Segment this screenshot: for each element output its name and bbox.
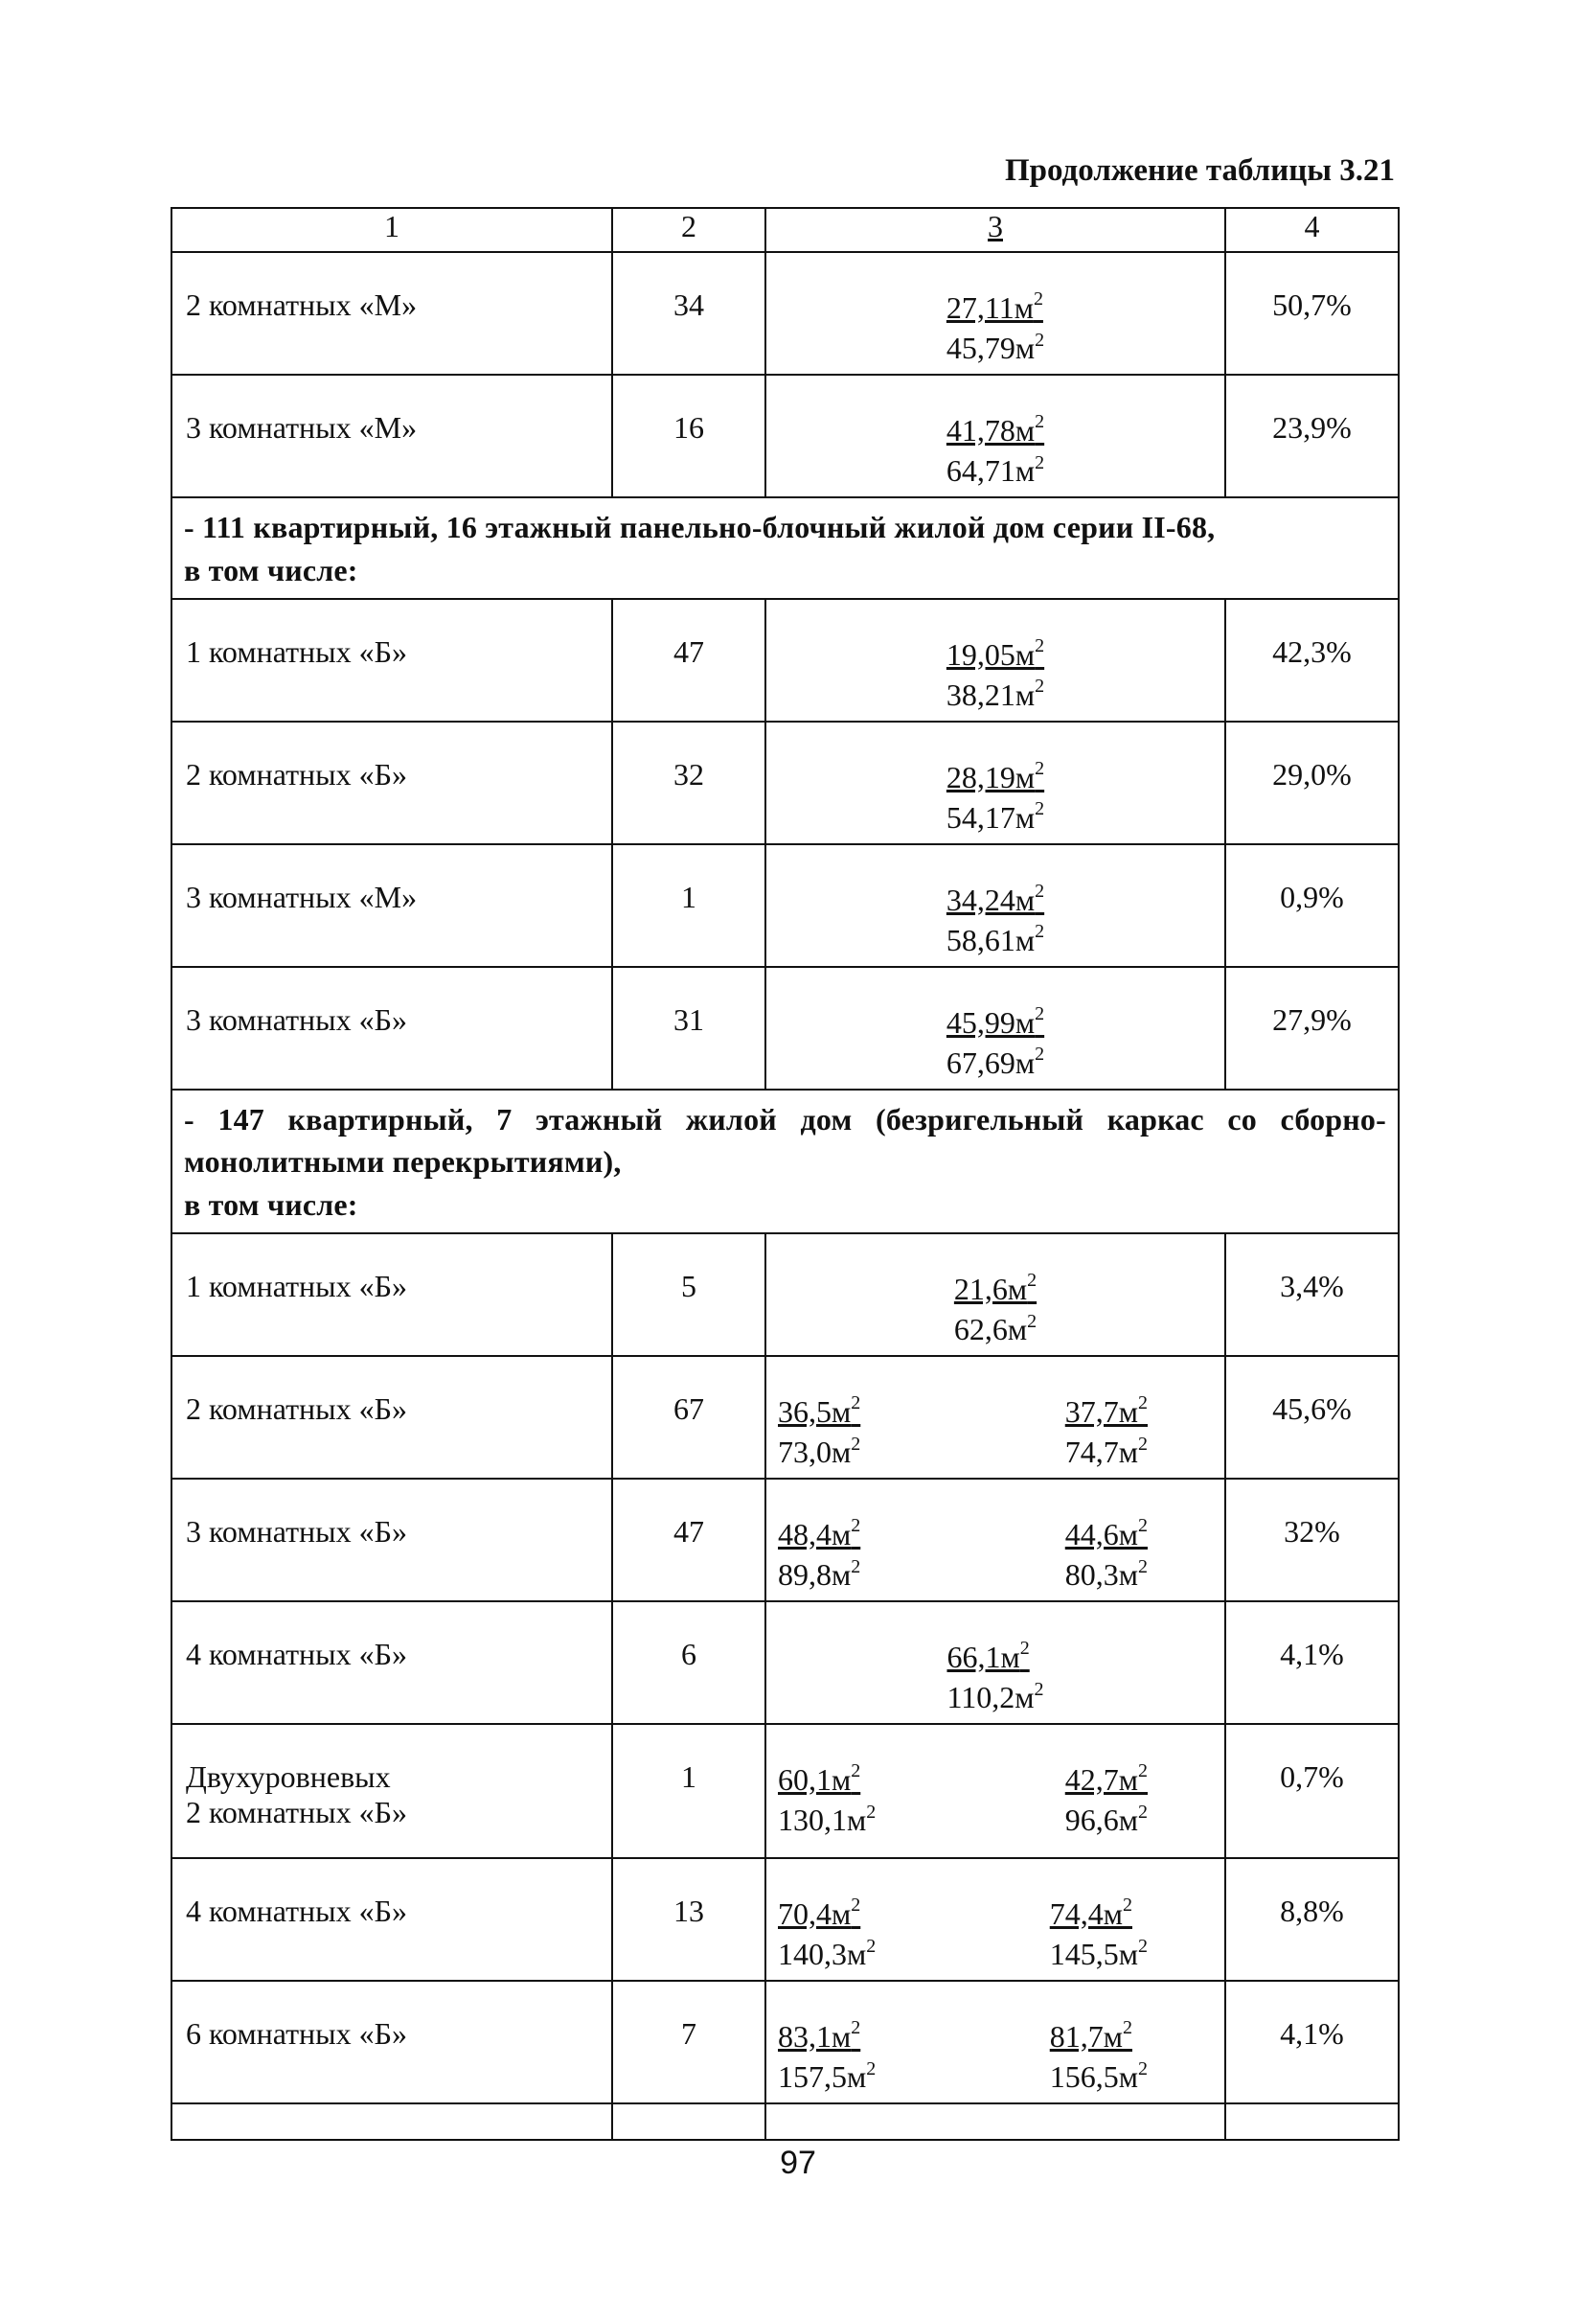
living-area-value: 48,4м xyxy=(778,1516,852,1551)
total-area-value: 110,2м xyxy=(946,1680,1035,1715)
living-area: $45,99м^2$ xyxy=(946,1002,1045,1040)
area-fraction xyxy=(946,1002,1044,1083)
total-area-value: 89,8м xyxy=(778,1557,852,1593)
area-fraction xyxy=(778,1514,860,1595)
total-area-value: 62,6м xyxy=(953,1312,1028,1347)
total-area: $38,21м^2$ xyxy=(946,676,1045,712)
living-area: $83,1м^2$ xyxy=(778,2017,861,2054)
apartment-count: 67 xyxy=(612,1356,765,1479)
area-cell xyxy=(765,1233,1225,1356)
living-area: $81,7м^2$ xyxy=(1049,2017,1132,2054)
area-cell xyxy=(765,1356,1225,1479)
apartment-type-line: 2 комнатных «Б» xyxy=(186,756,408,792)
area-fraction xyxy=(1050,2016,1148,2097)
living-area-value: 74,4м xyxy=(1049,1895,1123,1931)
table-row xyxy=(171,252,1399,375)
header-cell-3: 3 xyxy=(765,208,1225,252)
area-cell xyxy=(765,1601,1225,1724)
total-area-value: 80,3м xyxy=(1064,1557,1138,1593)
area-values xyxy=(766,880,1224,960)
total-area: $157,5м^2$ xyxy=(778,2057,877,2095)
share-percent: 4,1% xyxy=(1225,1981,1399,2103)
apartment-count: 31 xyxy=(612,967,765,1090)
area-fraction xyxy=(1065,1514,1148,1595)
header-cell-4: 4 xyxy=(1225,208,1399,252)
apartment-count: 16 xyxy=(612,375,765,497)
table-row xyxy=(171,1724,1399,1858)
apartment-type xyxy=(171,722,612,844)
area-values xyxy=(766,1002,1224,1083)
section-line: в том числе: xyxy=(184,552,358,587)
apartment-count: 34 xyxy=(612,252,765,375)
apartment-type-line: 4 комнатных «Б» xyxy=(186,1893,408,1928)
apartment-count: 47 xyxy=(612,599,765,722)
area-fraction xyxy=(946,757,1044,838)
table-row xyxy=(171,599,1399,722)
living-area: $27,11м^2$ xyxy=(946,288,1043,325)
table-row xyxy=(171,967,1399,1090)
table-row xyxy=(171,1479,1399,1601)
area-fraction xyxy=(1050,1894,1148,1974)
table-row xyxy=(171,1356,1399,1479)
apartment-type xyxy=(171,1479,612,1601)
total-area: $62,6м^2$ xyxy=(953,1310,1037,1347)
apartment-type xyxy=(171,375,612,497)
share-percent: 8,8% xyxy=(1225,1858,1399,1981)
total-area: $130,1м^2$ xyxy=(778,1801,877,1838)
table-caption: Продолжение таблицы 3.21 xyxy=(1004,153,1395,188)
apartment-type-line: 2 комнатных «М» xyxy=(186,287,418,322)
area-cell xyxy=(765,1724,1225,1858)
apartment-type-line: 6 комнатных «Б» xyxy=(186,2015,408,2051)
area-cell xyxy=(765,599,1225,722)
section-row xyxy=(171,1090,1399,1233)
total-area: $74,7м^2$ xyxy=(1064,1433,1148,1470)
table-row xyxy=(171,844,1399,967)
living-area: $44,6м^2$ xyxy=(1064,1515,1148,1551)
total-area: $140,3м^2$ xyxy=(778,1935,877,1972)
total-area-value: 58,61м xyxy=(946,922,1036,957)
area-fraction xyxy=(778,1759,876,1840)
total-area: $58,61м^2$ xyxy=(946,921,1045,957)
living-area-value: 41,78м xyxy=(946,413,1036,448)
page-number: 97 xyxy=(780,2145,816,2181)
area-values xyxy=(766,1514,1224,1595)
total-area-value: 64,71м xyxy=(946,453,1036,489)
area-cell xyxy=(765,1858,1225,1981)
share-percent: 42,3% xyxy=(1225,599,1399,722)
area-values xyxy=(766,1269,1224,1349)
area-fraction xyxy=(946,410,1044,491)
section-line: - 111 квартирный, 16 этажный панельно-блочный жилой дом серии II-68, xyxy=(184,510,1216,544)
area-fraction xyxy=(778,1391,860,1472)
total-area: $145,5м^2$ xyxy=(1049,1935,1148,1972)
apartment-count: 47 xyxy=(612,1479,765,1601)
header-row xyxy=(171,208,1399,252)
table-continuation xyxy=(171,2103,1399,2140)
apartment-count: 32 xyxy=(612,722,765,844)
apartment-count: 7 xyxy=(612,1981,765,2103)
area-fraction xyxy=(946,287,1044,368)
apartment-type xyxy=(171,1981,612,2103)
living-area-value: 27,11м xyxy=(946,290,1034,325)
total-area-value: 145,5м xyxy=(1049,1937,1138,1972)
apartment-type xyxy=(171,1356,612,1479)
total-area-value: 45,79м xyxy=(946,331,1036,366)
total-area: $54,17м^2$ xyxy=(946,798,1045,835)
living-area-value: 66,1м xyxy=(946,1639,1020,1674)
total-area-value: 157,5м xyxy=(778,2059,867,2095)
apartment-count: 1 xyxy=(612,1724,765,1858)
living-area-value: 36,5м xyxy=(778,1393,852,1429)
total-area-value: 130,1м xyxy=(778,1803,867,1838)
area-fraction xyxy=(946,634,1044,715)
share-percent: 45,6% xyxy=(1225,1356,1399,1479)
living-area-value: 42,7м xyxy=(1064,1761,1138,1797)
living-area-value: 21,6м xyxy=(953,1271,1028,1306)
apartment-type xyxy=(171,599,612,722)
area-fraction xyxy=(778,1894,876,1974)
total-area: $67,69м^2$ xyxy=(946,1044,1045,1080)
living-area: $36,5м^2$ xyxy=(778,1392,861,1429)
living-area: $74,4м^2$ xyxy=(1049,1895,1132,1931)
area-cell xyxy=(765,1981,1225,2103)
continuation-cell xyxy=(612,2103,765,2140)
total-area: $73,0м^2$ xyxy=(778,1433,861,1470)
apartment-type-line: 3 комнатных «Б» xyxy=(186,1001,408,1037)
apartment-type-line: 1 комнатных «Б» xyxy=(186,1268,408,1303)
share-percent: 27,9% xyxy=(1225,967,1399,1090)
living-area: $19,05м^2$ xyxy=(946,634,1045,672)
total-area: $89,8м^2$ xyxy=(778,1555,861,1593)
area-cell xyxy=(765,375,1225,497)
table-row xyxy=(171,375,1399,497)
section-title xyxy=(171,497,1399,599)
living-area-value: 19,05м xyxy=(946,636,1036,672)
living-area: $70,4м^2$ xyxy=(778,1895,861,1931)
apartment-type xyxy=(171,967,612,1090)
total-area: $64,71м^2$ xyxy=(946,451,1045,489)
area-fraction xyxy=(778,2016,876,2097)
area-fraction xyxy=(1065,1759,1148,1840)
total-area-value: 74,7м xyxy=(1064,1435,1138,1470)
share-percent: 0,7% xyxy=(1225,1724,1399,1858)
table-row xyxy=(171,1601,1399,1724)
living-area: $34,24м^2$ xyxy=(946,880,1045,917)
header-cell-2: 2 xyxy=(612,208,765,252)
apartment-type-line: Двухуровневых xyxy=(186,1758,391,1794)
apartment-type xyxy=(171,1601,612,1724)
living-area: $21,6м^2$ xyxy=(953,1270,1037,1306)
apartment-type-line: 3 комнатных «Б» xyxy=(186,1513,408,1549)
area-values xyxy=(766,287,1224,368)
table-row xyxy=(171,1981,1399,2103)
area-fraction xyxy=(1065,1391,1148,1472)
living-area-value: 45,99м xyxy=(946,1004,1036,1040)
continuation-cell xyxy=(171,2103,612,2140)
section-row xyxy=(171,497,1399,599)
living-area-value: 44,6м xyxy=(1064,1516,1138,1551)
apartment-type-line: 3 комнатных «М» xyxy=(186,410,418,445)
area-cell xyxy=(765,1479,1225,1601)
living-area-value: 83,1м xyxy=(778,2018,852,2054)
living-area-value: 37,7м xyxy=(1064,1393,1138,1429)
share-percent: 3,4% xyxy=(1225,1233,1399,1356)
living-area: $66,1м^2$ xyxy=(946,1638,1030,1674)
apartments-table xyxy=(171,207,1400,2141)
total-area-value: 156,5м xyxy=(1049,2059,1138,2095)
area-fraction xyxy=(946,1637,1043,1717)
living-area: $28,19м^2$ xyxy=(946,757,1045,794)
total-area-value: 54,17м xyxy=(946,799,1036,835)
apartment-count: 5 xyxy=(612,1233,765,1356)
total-area-value: 140,3м xyxy=(778,1937,867,1972)
apartment-type-line: 2 комнатных «Б» xyxy=(186,1794,408,1829)
apartment-type xyxy=(171,252,612,375)
area-fraction xyxy=(946,880,1044,960)
share-percent: 23,9% xyxy=(1225,375,1399,497)
table-row xyxy=(171,722,1399,844)
area-fraction xyxy=(954,1269,1037,1349)
apartment-type xyxy=(171,1724,612,1858)
living-area: $41,78м^2$ xyxy=(946,411,1045,448)
area-cell xyxy=(765,967,1225,1090)
apartment-type-line: 4 комнатных «Б» xyxy=(186,1636,408,1671)
total-area-value: 96,6м xyxy=(1064,1803,1138,1838)
total-area: $110,2м^2$ xyxy=(946,1678,1044,1715)
area-cell xyxy=(765,844,1225,967)
continuation-cell xyxy=(765,2103,1225,2140)
table-row xyxy=(171,1858,1399,1981)
living-area: $48,4м^2$ xyxy=(778,1515,861,1551)
living-area-value: 28,19м xyxy=(946,759,1036,794)
area-values xyxy=(766,634,1224,715)
apartment-type xyxy=(171,1233,612,1356)
living-area-value: 81,7м xyxy=(1049,2018,1123,2054)
total-area: $96,6м^2$ xyxy=(1064,1801,1148,1838)
living-area: $42,7м^2$ xyxy=(1064,1760,1148,1797)
share-percent: 0,9% xyxy=(1225,844,1399,967)
living-area-value: 70,4м xyxy=(778,1895,852,1931)
area-cell xyxy=(765,722,1225,844)
total-area: $80,3м^2$ xyxy=(1064,1555,1148,1593)
area-values xyxy=(766,1759,1224,1840)
apartment-type xyxy=(171,1858,612,1981)
header-cell-1: 1 xyxy=(171,208,612,252)
share-percent: 29,0% xyxy=(1225,722,1399,844)
area-values xyxy=(766,1637,1224,1717)
total-area: $45,79м^2$ xyxy=(946,329,1045,366)
total-area: $156,5м^2$ xyxy=(1049,2057,1148,2095)
continuation-cell xyxy=(1225,2103,1399,2140)
total-area-value: 67,69м xyxy=(946,1045,1036,1080)
apartment-count: 6 xyxy=(612,1601,765,1724)
living-area-value: 34,24м xyxy=(946,882,1036,917)
apartment-count: 1 xyxy=(612,844,765,967)
area-values xyxy=(766,410,1224,491)
section-title xyxy=(171,1090,1399,1233)
share-percent: 4,1% xyxy=(1225,1601,1399,1724)
living-area-value: 60,1м xyxy=(778,1761,852,1797)
living-area: $37,7м^2$ xyxy=(1064,1392,1148,1429)
area-values xyxy=(766,2016,1224,2097)
table-row xyxy=(171,1233,1399,1356)
apartment-type-line: 3 комнатных «М» xyxy=(186,879,418,914)
share-percent: 50,7% xyxy=(1225,252,1399,375)
apartment-type-line: 2 комнатных «Б» xyxy=(186,1390,408,1426)
apartment-type-line: 1 комнатных «Б» xyxy=(186,633,408,669)
section-line: - 147 квартирный, 7 этажный жилой дом (безригельный каркас со сборно-монолитными перекрытиями), xyxy=(184,1101,1386,1180)
living-area: $60,1м^2$ xyxy=(778,1760,861,1797)
total-area-value: 38,21м xyxy=(946,677,1036,712)
share-percent: 32% xyxy=(1225,1479,1399,1601)
apartment-type xyxy=(171,844,612,967)
section-line: в том числе: xyxy=(184,1187,358,1223)
area-cell xyxy=(765,252,1225,375)
area-values xyxy=(766,1391,1224,1472)
total-area-value: 73,0м xyxy=(778,1435,852,1470)
apartment-count: 13 xyxy=(612,1858,765,1981)
area-values xyxy=(766,1894,1224,1974)
area-values xyxy=(766,757,1224,838)
